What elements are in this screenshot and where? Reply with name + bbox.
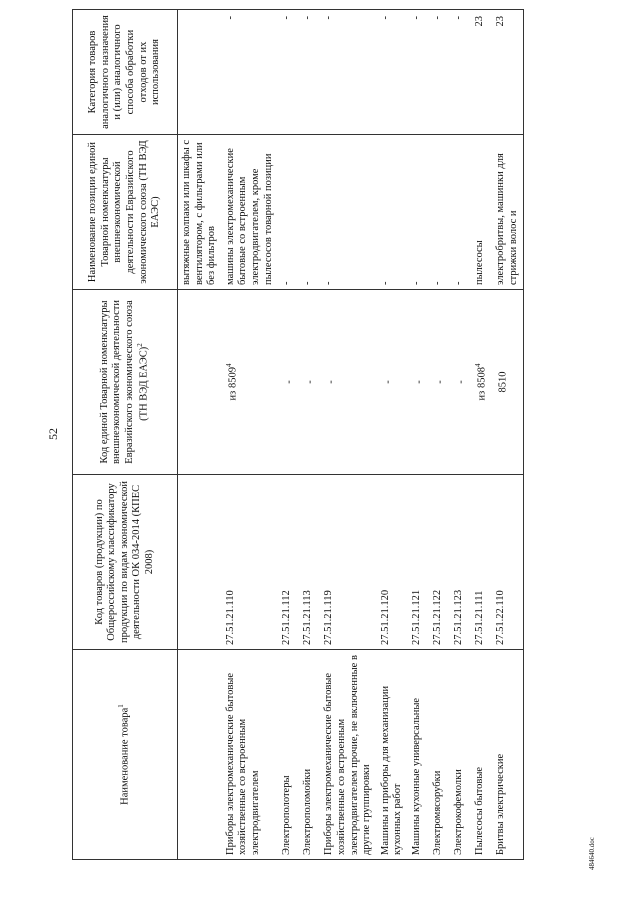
cell-category: 23 <box>471 10 492 135</box>
header-tnved-code: Код единой Товарной номенклатуры внешнеэкономической деятельности Евразийского экономического союза (ТН ВЭД ЕАЭС)$^2$ <box>73 290 178 475</box>
cell-category <box>178 10 222 135</box>
header-name: Наименование товара$^1$ <box>73 650 178 860</box>
cell-category: - <box>377 10 408 135</box>
cell-okpd: 27.51.21.119 <box>320 475 376 650</box>
cell-name: Электрополомойки <box>299 650 320 860</box>
table-row <box>377 10 408 860</box>
cell-tnved-code: из 8508$^4$ <box>471 290 492 475</box>
table-row <box>408 10 429 860</box>
goods-table-container <box>72 10 580 860</box>
table-row <box>178 10 222 860</box>
cell-name: Электромясорубки <box>429 650 450 860</box>
table-row <box>320 10 376 860</box>
cell-tnved-code: - <box>429 290 450 475</box>
cell-category: - <box>450 10 471 135</box>
cell-name <box>178 650 222 860</box>
cell-okpd: 27.51.22.110 <box>492 475 524 650</box>
cell-category: - <box>320 10 376 135</box>
goods-table <box>72 9 524 860</box>
cell-name: Электрополотеры <box>278 650 299 860</box>
cell-name: Приборы электромеханические бытовые хозяйственные со встроенным электродвигателем прочие, не включенные в другие группировки <box>320 650 376 860</box>
cell-tnved-code: - <box>450 290 471 475</box>
table-body <box>178 10 524 860</box>
cell-tnved-code: - <box>299 290 320 475</box>
cell-tnved-name: вытяжные колпаки или шкафы с вентилятором, с фильтрами или без фильтров <box>178 135 222 290</box>
cell-okpd: 27.51.21.122 <box>429 475 450 650</box>
cell-okpd <box>178 475 222 650</box>
cell-tnved-code <box>178 290 222 475</box>
table-row <box>299 10 320 860</box>
header-tnved-name: Наименование позиции единой Товарной номенклатуры внешнеэкономической деятельности Евразийского экономического союза (ТН ВЭД ЕАЭС) <box>73 135 178 290</box>
cell-tnved-name: электробритвы, машинки для стрижки волос и <box>492 135 524 290</box>
cell-okpd: 27.51.21.123 <box>450 475 471 650</box>
cell-name: Машины кухонные универсальные <box>408 650 429 860</box>
cell-okpd: 27.51.21.113 <box>299 475 320 650</box>
table-row <box>278 10 299 860</box>
cell-okpd: 27.51.21.112 <box>278 475 299 650</box>
cell-tnved-code: - <box>377 290 408 475</box>
cell-okpd: 27.51.21.121 <box>408 475 429 650</box>
cell-category: - <box>222 10 278 135</box>
cell-tnved-name: - <box>377 135 408 290</box>
cell-category: - <box>299 10 320 135</box>
table-row <box>492 10 524 860</box>
table-row <box>429 10 450 860</box>
table-row <box>471 10 492 860</box>
cell-name: Пылесосы бытовые <box>471 650 492 860</box>
cell-tnved-code: 8510 <box>492 290 524 475</box>
footer-filename: 484640.doc <box>588 837 596 870</box>
cell-name: Приборы электромеханические бытовые хозяйственные со встроенным электродвигателем <box>222 650 278 860</box>
cell-tnved-name: машины электромеханические бытовые со встроенным электродвигателем, кроме пылесосов товарной позиции <box>222 135 278 290</box>
cell-okpd: 27.51.21.111 <box>471 475 492 650</box>
cell-tnved-name: - <box>299 135 320 290</box>
table-row <box>450 10 471 860</box>
cell-tnved-name: пылесосы <box>471 135 492 290</box>
cell-okpd: 27.51.21.120 <box>377 475 408 650</box>
cell-name: Электрокофемолки <box>450 650 471 860</box>
cell-category: 23 <box>492 10 524 135</box>
cell-name: Машины и приборы для механизации кухонных работ <box>377 650 408 860</box>
cell-tnved-name: - <box>429 135 450 290</box>
cell-tnved-code: - <box>408 290 429 475</box>
cell-okpd: 27.51.21.110 <box>222 475 278 650</box>
cell-tnved-code: - <box>320 290 376 475</box>
cell-category: - <box>278 10 299 135</box>
header-okpd: Код товаров (продукции) по Общероссийскому классификатору продукции по видам экономической деятельности ОК 034-2014 (КПЕС 2008) <box>73 475 178 650</box>
table-row <box>222 10 278 860</box>
cell-tnved-name: - <box>320 135 376 290</box>
page-number: 52 <box>46 428 60 440</box>
cell-tnved-name: - <box>278 135 299 290</box>
cell-tnved-code: - <box>278 290 299 475</box>
cell-tnved-name: - <box>450 135 471 290</box>
table-header-row <box>73 10 178 860</box>
cell-category: - <box>408 10 429 135</box>
header-category: Категория товаров аналогичного назначения и (или) аналогичного способа обработки отходов от их использования <box>73 10 178 135</box>
cell-category: - <box>429 10 450 135</box>
cell-name: Бритвы электрические <box>492 650 524 860</box>
cell-tnved-name: - <box>408 135 429 290</box>
cell-tnved-code: из 8509$^4$ <box>222 290 278 475</box>
